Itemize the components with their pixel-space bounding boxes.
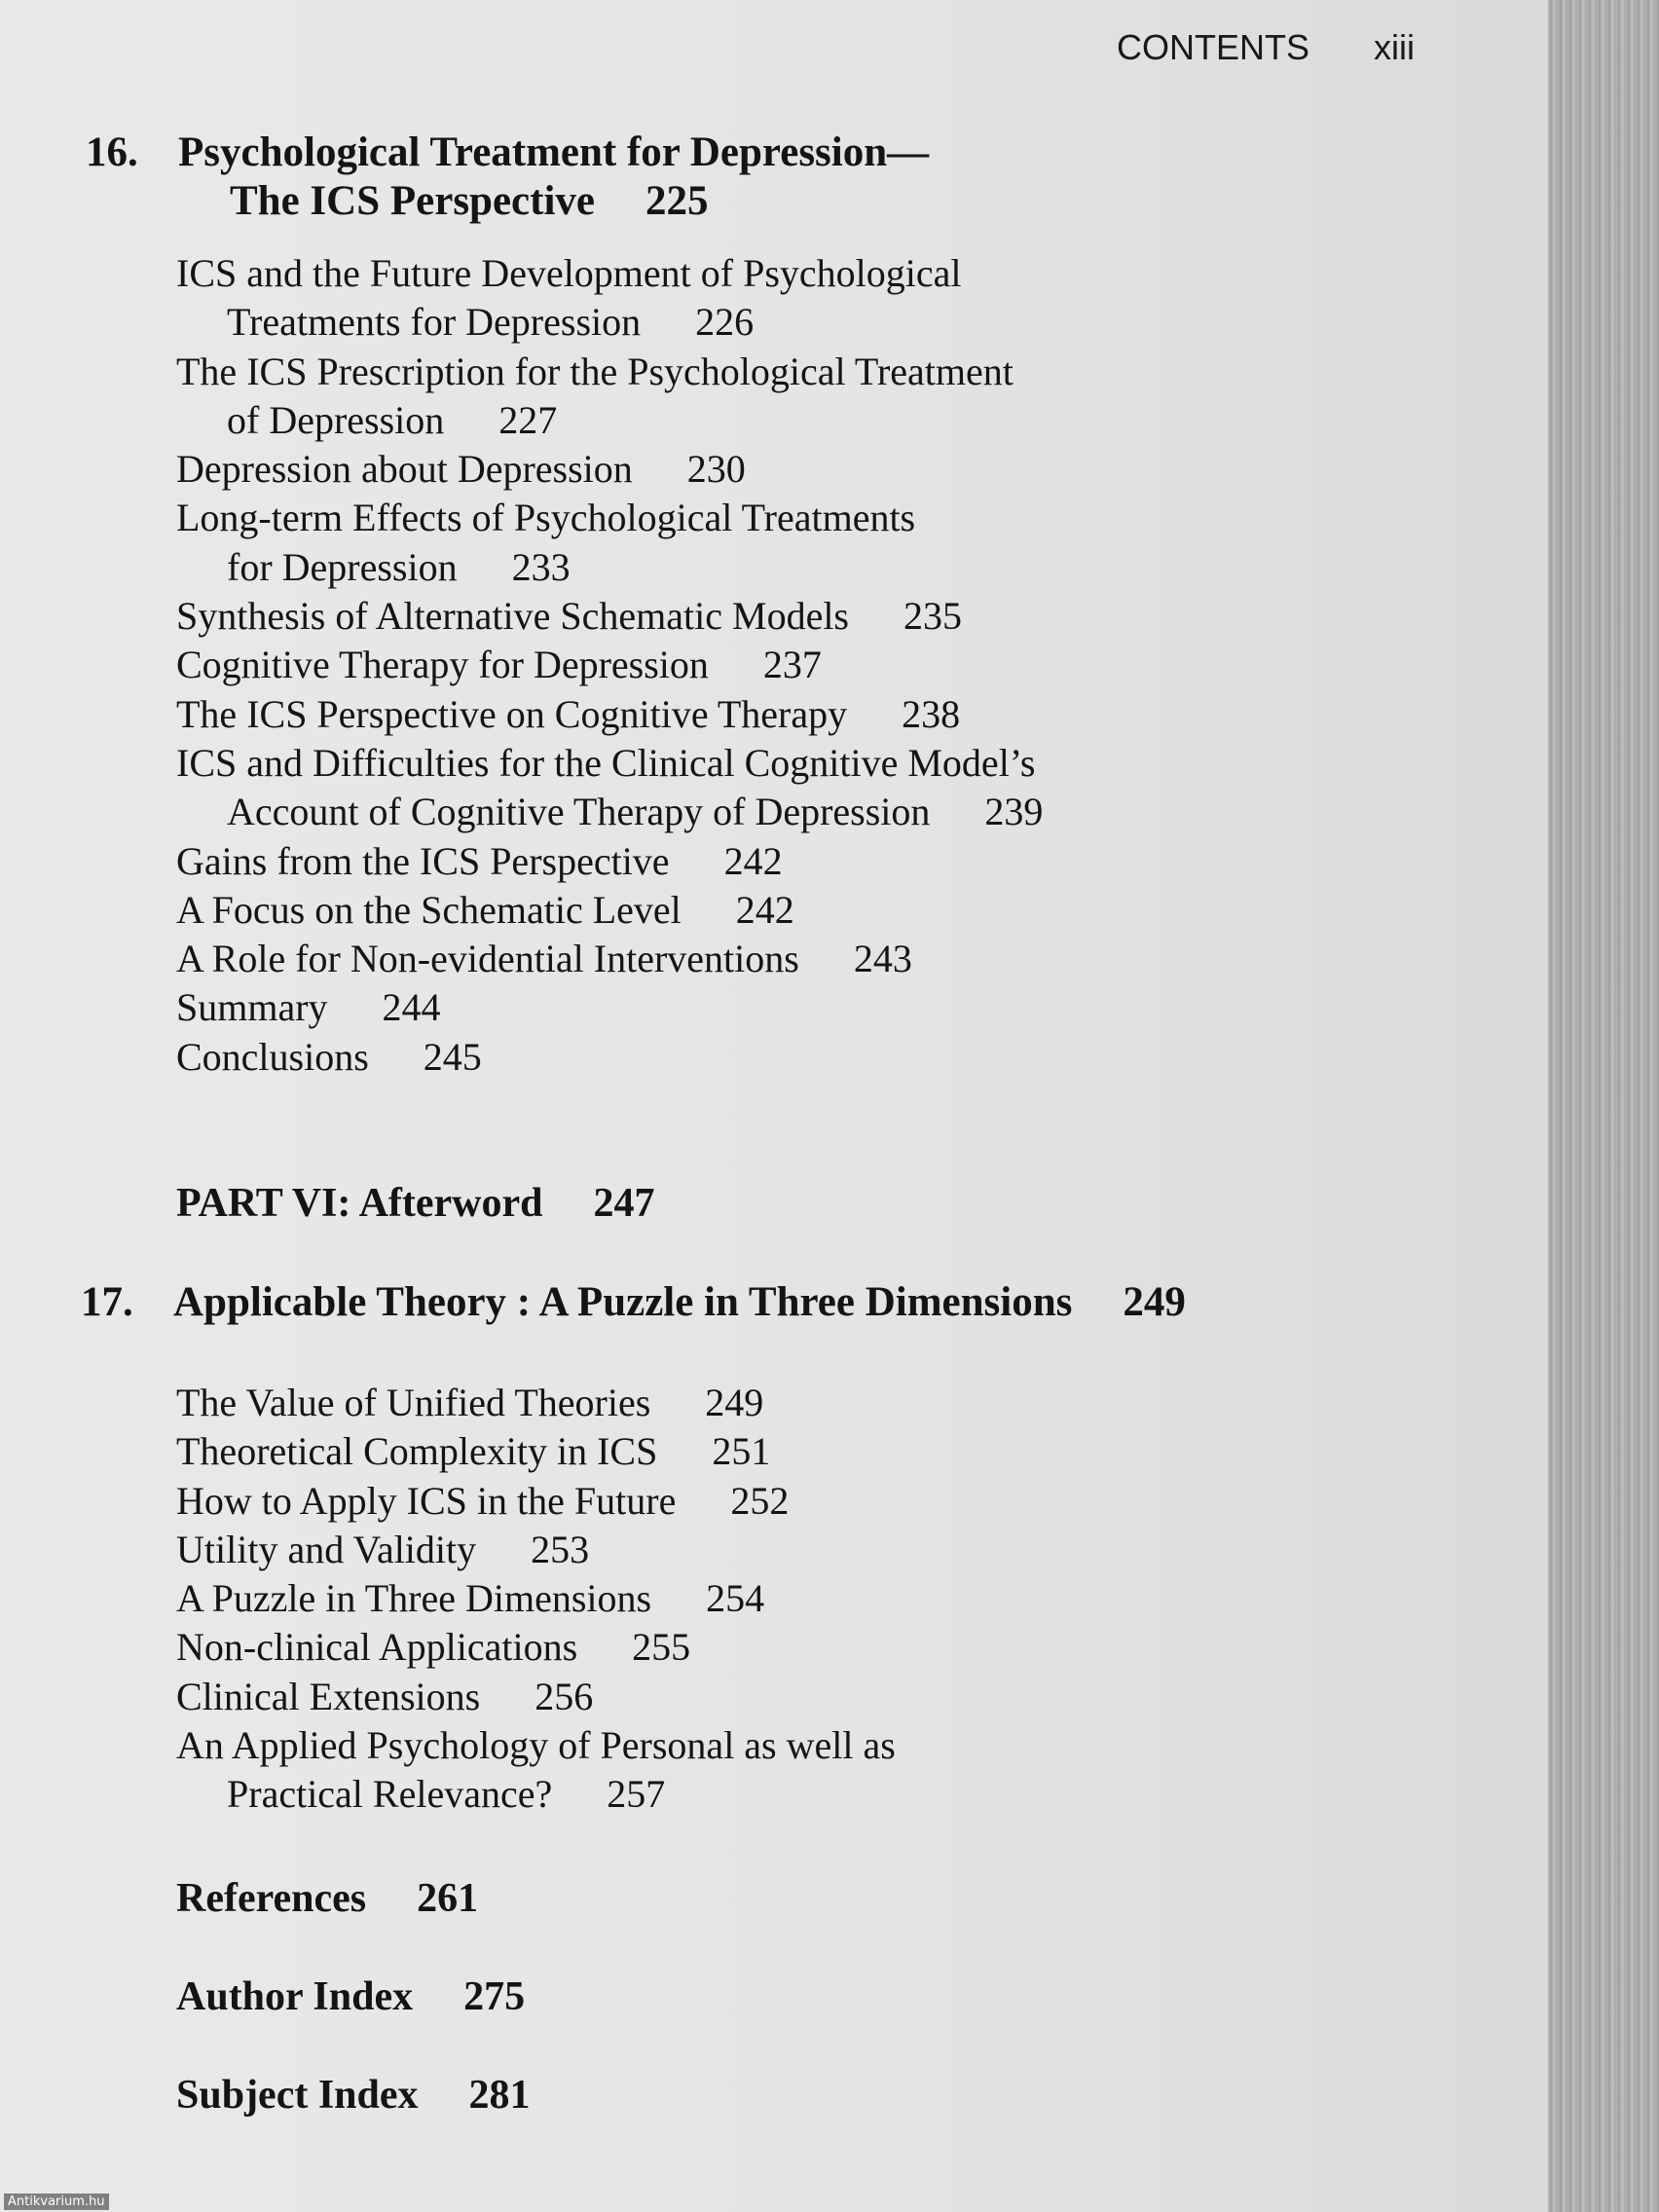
toc-entry bbox=[176, 1427, 1374, 1476]
chapter-page: 249 bbox=[1123, 1279, 1186, 1325]
toc-entry-page: 244 bbox=[382, 985, 441, 1030]
toc-entry-title: ICS and the Future Development of Psychological bbox=[176, 251, 962, 295]
toc-entry-page: 249 bbox=[705, 1381, 764, 1424]
toc-entry bbox=[176, 1721, 1374, 1820]
toc-entry-page: 255 bbox=[632, 1625, 691, 1670]
toc-entry-page: 256 bbox=[535, 1674, 594, 1718]
toc-entry-page: 243 bbox=[853, 937, 912, 981]
chapter-page: 225 bbox=[645, 178, 709, 224]
toc-entry-title-cont: Treatments for Depression bbox=[227, 300, 642, 345]
toc-entry-title: A Focus on the Schematic Level bbox=[176, 887, 682, 932]
back-matter-author-index bbox=[176, 1972, 525, 2021]
chapter-number: 16. bbox=[86, 129, 138, 175]
toc-entry bbox=[176, 1673, 1374, 1721]
toc-entry-title: The ICS Prescription for the Psychological Treatment bbox=[176, 349, 1014, 393]
toc-entry-page: 245 bbox=[423, 1034, 482, 1079]
toc-entry bbox=[176, 494, 1374, 592]
toc-entry bbox=[176, 1574, 1374, 1623]
book-spine-edge bbox=[1548, 0, 1659, 2212]
toc-entry-page: 239 bbox=[984, 790, 1044, 834]
toc-entry-title: ICS and Difficulties for the Clinical Cognitive Model’s bbox=[176, 740, 1036, 785]
back-matter-subject-index bbox=[176, 2071, 531, 2120]
entry-page: 261 bbox=[417, 1876, 479, 1921]
toc-entry-title: How to Apply ICS in the Future bbox=[176, 1478, 677, 1523]
toc-entry bbox=[176, 983, 1374, 1032]
entry-title: Subject Index bbox=[176, 2073, 419, 2118]
toc-entry-title: The Value of Unified Theories bbox=[176, 1381, 651, 1424]
toc-entry-title: Cognitive Therapy for Depression bbox=[176, 643, 709, 687]
toc-entry-page: 242 bbox=[735, 887, 794, 932]
toc-entry-title: A Puzzle in Three Dimensions bbox=[176, 1576, 652, 1621]
toc-entry-page: 238 bbox=[902, 691, 961, 736]
toc-entry-title: The ICS Perspective on Cognitive Therapy bbox=[176, 691, 848, 736]
toc-entry-title: Long-term Effects of Psychological Treatments bbox=[176, 496, 916, 540]
toc-entry bbox=[176, 592, 1374, 641]
toc-entry-title: Non-clinical Applications bbox=[176, 1625, 578, 1670]
chapter-16-sections bbox=[176, 249, 1374, 1082]
running-header bbox=[1117, 27, 1415, 68]
toc-entry bbox=[176, 348, 1374, 446]
toc-entry-page: 227 bbox=[498, 397, 558, 442]
toc-entry bbox=[176, 1033, 1374, 1082]
toc-entry-page: 235 bbox=[903, 594, 962, 639]
running-header-title: CONTENTS bbox=[1117, 27, 1309, 67]
chapter-16-heading bbox=[86, 129, 1371, 226]
toc-entry-title: Clinical Extensions bbox=[176, 1674, 481, 1718]
part-title: PART VI: Afterword bbox=[176, 1181, 543, 1226]
page-number: xiii bbox=[1374, 27, 1415, 67]
toc-entry-continuation bbox=[176, 543, 1374, 592]
chapter-title: Applicable Theory : A Puzzle in Three Dimensions bbox=[173, 1279, 1073, 1325]
toc-entry bbox=[176, 445, 1374, 494]
toc-entry-title: Synthesis of Alternative Schematic Models bbox=[176, 594, 849, 639]
toc-entry-page: 254 bbox=[706, 1576, 765, 1621]
toc-entry bbox=[176, 1477, 1374, 1526]
chapter-17-heading bbox=[81, 1278, 1366, 1327]
toc-entry-title: Theoretical Complexity in ICS bbox=[176, 1429, 658, 1474]
toc-entry bbox=[176, 1526, 1374, 1574]
toc-entry-title: Gains from the ICS Perspective bbox=[176, 838, 670, 883]
chapter-number: 17. bbox=[81, 1279, 133, 1325]
toc-entry-title-cont: of Depression bbox=[227, 397, 445, 442]
toc-entry-continuation bbox=[176, 396, 1374, 445]
toc-entry bbox=[176, 690, 1374, 739]
chapter-title-line2: The ICS Perspective bbox=[230, 178, 595, 224]
entry-page: 275 bbox=[463, 1974, 526, 2019]
toc-entry-page: 252 bbox=[730, 1478, 790, 1523]
toc-entry-title: Depression about Depression bbox=[176, 447, 633, 492]
toc-entry-title-cont: Account of Cognitive Therapy of Depression bbox=[227, 790, 931, 834]
toc-entry-page: 233 bbox=[511, 544, 571, 589]
toc-entry-title-cont: for Depression bbox=[227, 544, 458, 589]
toc-entry-page: 242 bbox=[723, 838, 783, 883]
toc-entry bbox=[176, 1379, 1374, 1427]
toc-entry-continuation bbox=[176, 788, 1374, 836]
toc-entry-title: Summary bbox=[176, 985, 328, 1030]
toc-entry-title-cont: Practical Relevance? bbox=[227, 1772, 553, 1817]
toc-entry-title: A Role for Non-evidential Interventions bbox=[176, 937, 799, 981]
toc-entry-title: An Applied Psychology of Personal as well as bbox=[176, 1723, 896, 1768]
toc-entry-page: 253 bbox=[531, 1527, 590, 1571]
chapter-title-line1: Psychological Treatment for Depression— bbox=[178, 129, 930, 175]
toc-entry bbox=[176, 886, 1374, 935]
toc-entry bbox=[176, 249, 1374, 348]
watermark: Antikvarium.hu bbox=[4, 2194, 109, 2210]
entry-title: References bbox=[176, 1876, 367, 1921]
toc-entry-page: 230 bbox=[686, 447, 746, 492]
toc-entry-continuation bbox=[176, 1770, 1374, 1819]
toc-entry-continuation bbox=[176, 298, 1374, 347]
back-matter-references bbox=[176, 1874, 478, 1923]
entry-page: 281 bbox=[468, 2073, 531, 2118]
toc-entry bbox=[176, 739, 1374, 837]
toc-entry bbox=[176, 1623, 1374, 1672]
part-heading bbox=[176, 1179, 654, 1228]
toc-entry bbox=[176, 837, 1374, 886]
toc-entry bbox=[176, 935, 1374, 983]
toc-entry-page: 237 bbox=[762, 643, 822, 687]
toc-entry-title: Utility and Validity bbox=[176, 1527, 477, 1571]
entry-title: Author Index bbox=[176, 1974, 414, 2019]
toc-entry-page: 251 bbox=[712, 1429, 771, 1474]
chapter-17-sections bbox=[176, 1379, 1374, 1820]
toc-entry bbox=[176, 641, 1374, 689]
toc-entry-page: 226 bbox=[695, 300, 755, 345]
toc-entry-page: 257 bbox=[607, 1772, 666, 1817]
part-page: 247 bbox=[593, 1181, 655, 1226]
toc-entry-title: Conclusions bbox=[176, 1034, 369, 1079]
